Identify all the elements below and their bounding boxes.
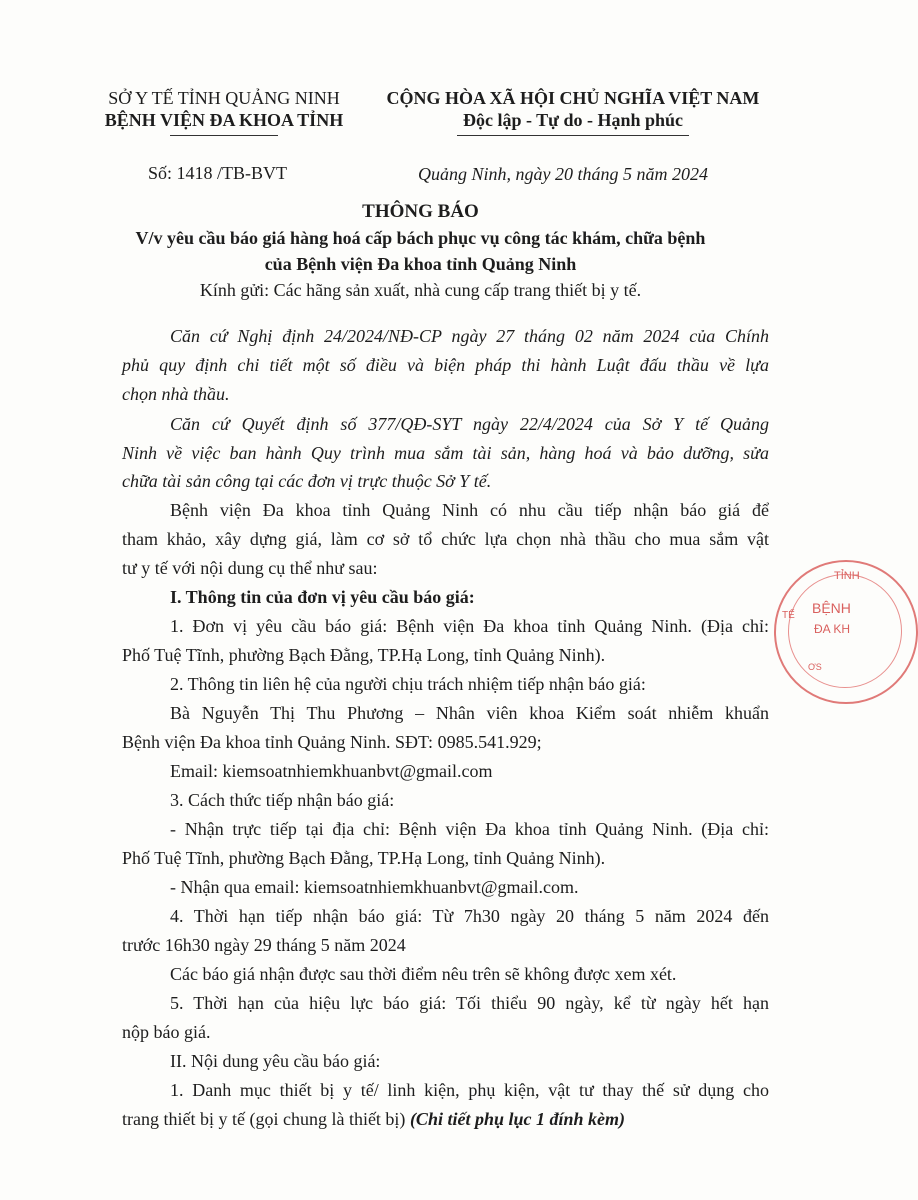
red-seal-stamp (774, 560, 918, 704)
department-name: SỞ Y TẾ TỈNH QUẢNG NINH (108, 88, 340, 108)
paragraph-decree-line2: phủ quy định chi tiết một số điều và biện pháp thi hành Luật đấu thầu về lựa (122, 355, 769, 375)
item2-line3: Bệnh viện Đa khoa tỉnh Quảng Ninh. SĐT: 0985.541.929; (122, 732, 542, 752)
section-two-item1-line2 (122, 1109, 625, 1130)
seal-text-top: TỈNH (834, 570, 860, 582)
header-right-underline (457, 135, 689, 136)
paragraph-decision-line2: Ninh về việc ban hành Quy trình mua sắm tài sản, hàng hoá và bảo dưỡng, sửa (122, 443, 769, 463)
document-subject-line1: V/v yêu cầu báo giá hàng hoá cấp bách phục vụ công tác khám, chữa bệnh (135, 228, 706, 248)
paragraph-decision-line1: Căn cứ Quyết định số 377/QĐ-SYT ngày 22/4/2024 của Sở Y tế Quảng (170, 414, 769, 434)
item2-line2: Bà Nguyễn Thị Thu Phương – Nhân viên khoa Kiểm soát nhiễm khuẩn (170, 703, 769, 723)
section-one-heading: I. Thông tin của đơn vị yêu cầu báo giá: (170, 587, 475, 607)
item3-line4: - Nhận qua email: kiemsoatnhiemkhuanbvt@gmail.com. (170, 877, 579, 897)
paragraph-intro-line1: Bệnh viện Đa khoa tỉnh Quảng Ninh có nhu cầu tiếp nhận báo giá để (170, 500, 769, 520)
paragraph-decision-line3: chữa tài sản công tại các đơn vị trực thuộc Sở Y tế. (122, 471, 492, 491)
hospital-name: BỆNH VIỆN ĐA KHOA TỈNH (104, 110, 344, 130)
appendix-reference: (Chi tiết phụ lục 1 đính kèm) (409, 1109, 625, 1129)
item4-line1: 4. Thời hạn tiếp nhận báo giá: Từ 7h30 ngày 20 tháng 5 năm 2024 đến (170, 906, 769, 926)
item3-line1: 3. Cách thức tiếp nhận báo giá: (170, 790, 395, 810)
item5-line1: 5. Thời hạn của hiệu lực báo giá: Tối thiểu 90 ngày, kể từ ngày hết hạn (170, 993, 769, 1013)
paragraph-decree-line1: Căn cứ Nghị định 24/2024/NĐ-CP ngày 27 tháng 02 năm 2024 của Chính (170, 326, 769, 346)
paragraph-intro-line2: tham khảo, xây dựng giá, làm cơ sở tổ chức lựa chọn nhà thầu cho mua sắm vật (122, 529, 769, 549)
item5-line2: nộp báo giá. (122, 1022, 211, 1042)
section-two-item1-text: trang thiết bị y tế (gọi chung là thiết bị) (122, 1109, 410, 1129)
document-title: THÔNG BÁO (362, 201, 479, 222)
seal-text-bottom: ƠS (808, 662, 822, 672)
paragraph-intro-line3: tư y tế với nội dung cụ thể như sau: (122, 558, 378, 578)
document-subject-line2: của Bệnh viện Đa khoa tỉnh Quảng Ninh (264, 254, 577, 274)
seal-text-side: TẾ (782, 610, 795, 621)
recipient-line: Kính gửi: Các hãng sản xuất, nhà cung cấp trang thiết bị y tế. (199, 280, 642, 300)
item4-line3: Các báo giá nhận được sau thời điểm nêu trên sẽ không được xem xét. (170, 964, 677, 984)
section-two-heading: II. Nội dung yêu cầu báo giá: (170, 1051, 381, 1071)
paragraph-decree-line3: chọn nhà thầu. (122, 384, 230, 404)
seal-text-mid: BỆNH (812, 600, 851, 616)
place-and-date: Quảng Ninh, ngày 20 tháng 5 năm 2024 (418, 164, 708, 184)
item3-line2: - Nhận trực tiếp tại địa chỉ: Bệnh viện Đa khoa tỉnh Quảng Ninh. (Địa chỉ: (170, 819, 769, 839)
country-name: CỘNG HÒA XÃ HỘI CHỦ NGHĨA VIỆT NAM (386, 88, 760, 108)
item2-email: Email: kiemsoatnhiemkhuanbvt@gmail.com (170, 761, 493, 781)
item1-line1: 1. Đơn vị yêu cầu báo giá: Bệnh viện Đa khoa tỉnh Quảng Ninh. (Địa chỉ: (170, 616, 769, 636)
seal-text-lower: ĐA KH (814, 622, 851, 636)
national-motto: Độc lập - Tự do - Hạnh phúc (462, 110, 684, 130)
item2-line1: 2. Thông tin liên hệ của người chịu trách nhiệm tiếp nhận báo giá: (170, 674, 646, 694)
item3-line3: Phố Tuệ Tĩnh, phường Bạch Đằng, TP.Hạ Long, tỉnh Quảng Ninh). (122, 848, 606, 868)
item1-line2: Phố Tuệ Tĩnh, phường Bạch Đằng, TP.Hạ Long, tỉnh Quảng Ninh). (122, 645, 606, 665)
document-number: Số: 1418 /TB-BVT (148, 163, 288, 183)
section-two-item1-line1: 1. Danh mục thiết bị y tế/ linh kiện, phụ kiện, vật tư thay thế sử dụng cho (170, 1080, 769, 1100)
header-left-underline (170, 135, 278, 136)
item4-line2: trước 16h30 ngày 29 tháng 5 năm 2024 (122, 935, 406, 955)
